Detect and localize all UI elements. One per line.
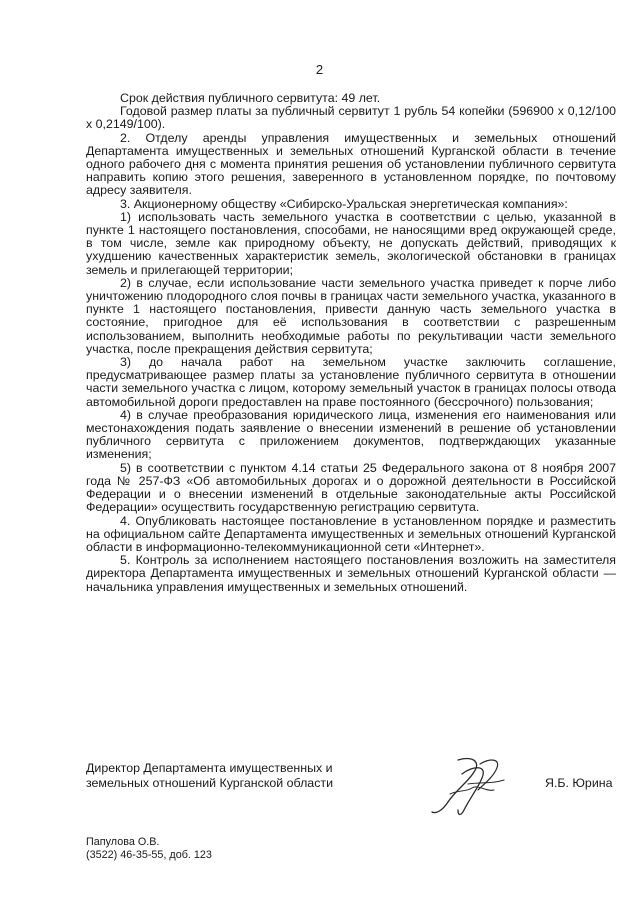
paragraph-item-3-4: 4) в случае преобразования юридического лица, изменения его наименования или местонахождения подать заявление о внесении изменений в решение об установлении публичного сервитута с приложением документов, подтверждающих указанные изменения; xyxy=(86,407,616,462)
executor-phone: (3522) 46-35-55, доб. 123 xyxy=(86,849,212,861)
document-body xyxy=(86,92,616,594)
signatory-name: Я.Б. Юрина xyxy=(545,776,613,790)
paragraph-item-3-5: 5) в соответствии с пунктом 4.14 статьи 25 Федерального закона от 8 ноября 2007 года № 257-ФЗ «Об автомобильных дорогах и о дорожной деятельности в Российской Федерации и о внесении изменений в отдельные законодательные акты Российской Федерации» осуществить государственную регистрацию сервитута. xyxy=(86,460,616,515)
paragraph-servitude-term: Срок действия публичного сервитута: 49 лет. xyxy=(120,91,381,105)
executor-name: Папулова О.В. xyxy=(86,836,160,848)
paragraph-item-3: 3. Акционерному обществу «Сибирско-Уральская энергетическая компания»: xyxy=(120,196,568,211)
paragraph-item-5: 5. Контроль за исполнением настоящего постановления возложить на заместителя директора Департамента имущественных и земельных отношений Курганской области — начальника управления имущественных и земельных отношений. xyxy=(86,553,616,594)
paragraph-item-3-3: 3) до начала работ на земельном участке заключить соглашение, предусматривающее размер платы за установление публичного сервитута в отношении части земельного участка с лицом, которому земельный участок в границах полосы отвода автомобильной дороги предоставлен на праве постоянного (бессрочного) пользования; xyxy=(86,355,616,409)
signatory-title-line1: Директор Департамента имущественных и xyxy=(86,761,333,775)
signatory-title xyxy=(86,761,386,791)
page-number: 2 xyxy=(315,62,324,77)
paragraph-item-4: 4. Опубликовать настоящее постановление в установленном порядке и разместить на официальном сайте Департамента имущественных и земельных отношений Курганской области в информационно-телекоммуникационной сети «Интернет». xyxy=(86,513,616,554)
paragraph-item-3-1: 1) использовать часть земельного участка в соответствии с целью, указанной в пункте 1 настоящего постановления, способами, не наносящими вред окружающей среде, в том числе, земле как природному объекту, не допускать действий, приводящих к ухудшению качественных характеристик земель, экологической обстановки в границах земель и прилегающей территории; xyxy=(86,209,616,277)
paragraph-item-3-2: 2) в случае, если использование части земельного участка приведет к порче либо уничтожению плодородного слоя почвы в границах части земельного участка, указанного в пункте 1 настоящего постановления, привести данную часть земельного участка в состояние, пригодное для её использования в соответствии с разрешенным использованием, выполнить необходимые работы по рекультивации части земельного участка, после прекращения действия сервитута; xyxy=(86,275,616,356)
paragraph-item-2: 2. Отделу аренды управления имущественных и земельных отношений Департамента имущественных и земельных отношений Курганской области в течение одного рабочего дня с момента принятия решения об установлении публичного сервитута направить копию этого решения, заверенного в установленном порядке, по почтовому адресу заявителя. xyxy=(86,130,616,198)
paragraph-annual-fee: Годовой размер платы за публичный сервитут 1 рубль 54 копейки (596900 х 0,12/100 х 0,2149/100). xyxy=(86,104,616,132)
executor-block xyxy=(86,836,212,862)
handwritten-signature xyxy=(428,754,512,818)
signatory-title-line2: земельных отношений Курганской области xyxy=(86,776,333,790)
